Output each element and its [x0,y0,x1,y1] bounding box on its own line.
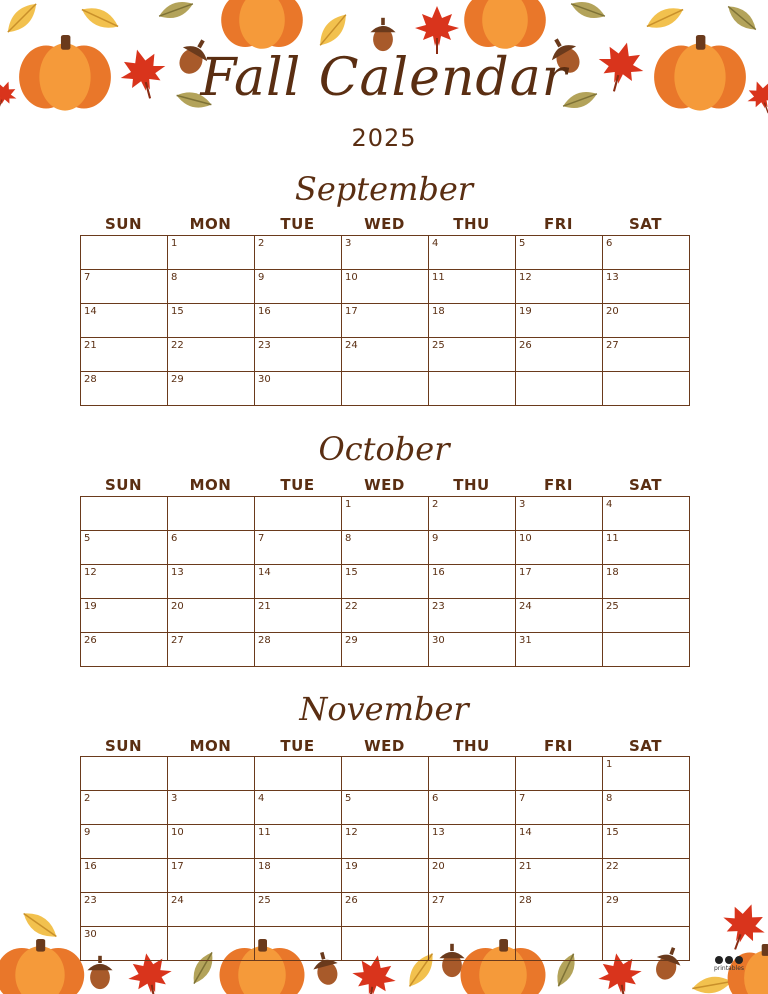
october-title: October [318,430,450,468]
weekday-label: MON [189,215,232,233]
day-cell: 6 [168,531,255,565]
week-row [81,633,690,667]
day-cell: 31 [516,633,603,667]
day-cell: 5 [516,236,603,270]
september-grid [80,235,690,406]
day-cell [168,927,255,961]
day-cell: 7 [516,791,603,825]
day-cell: 14 [255,565,342,599]
day-cell: 2 [255,236,342,270]
day-cell [81,236,168,270]
weekday-label: SAT [629,476,662,494]
day-cell: 7 [81,270,168,304]
day-cell [255,927,342,961]
day-cell [255,757,342,791]
day-cell: 8 [168,270,255,304]
weekday-label: TUE [280,215,315,233]
year-label: 2025 [351,124,417,152]
weekday-label: FRI [544,737,573,755]
day-cell: 3 [516,497,603,531]
week-row [81,859,690,893]
day-cell: 10 [516,531,603,565]
day-cell: 16 [255,304,342,338]
weekday-label: WED [364,737,405,755]
day-cell: 28 [81,372,168,406]
day-cell: 18 [255,859,342,893]
day-cell: 6 [429,791,516,825]
day-cell: 8 [603,791,690,825]
week-row [81,236,690,270]
day-cell: 20 [603,304,690,338]
day-cell: 27 [603,338,690,372]
week-row [81,791,690,825]
weekday-label: THU [453,476,490,494]
day-cell: 3 [168,791,255,825]
day-cell: 17 [516,565,603,599]
page-title: Fall Calendar [200,48,568,108]
day-cell: 9 [81,825,168,859]
day-cell: 1 [603,757,690,791]
day-cell: 24 [168,893,255,927]
weekday-label: FRI [544,215,573,233]
week-row [81,825,690,859]
week-row [81,757,690,791]
day-cell [603,372,690,406]
brand-logo-text: printables [713,965,745,972]
week-row [81,304,690,338]
day-cell: 27 [429,893,516,927]
day-cell: 28 [516,893,603,927]
brand-logo [709,955,749,975]
brand-logo-icon [714,955,744,965]
day-cell [342,372,429,406]
day-cell [168,497,255,531]
weekday-label: TUE [280,737,315,755]
weekday-label: THU [453,215,490,233]
october-weekday-header [80,476,689,494]
weekday-label: THU [453,737,490,755]
day-cell: 16 [81,859,168,893]
day-cell: 22 [603,859,690,893]
day-cell: 29 [168,372,255,406]
weekday-label: SUN [104,476,143,494]
week-row [81,497,690,531]
day-cell: 10 [168,825,255,859]
day-cell: 21 [516,859,603,893]
day-cell: 1 [342,497,429,531]
week-row [81,270,690,304]
day-cell: 6 [603,236,690,270]
day-cell: 12 [81,565,168,599]
day-cell: 14 [516,825,603,859]
weekday-label: WED [364,476,405,494]
day-cell: 21 [255,599,342,633]
day-cell: 11 [603,531,690,565]
day-cell: 26 [81,633,168,667]
day-cell: 19 [342,859,429,893]
week-row [81,338,690,372]
day-cell: 29 [603,893,690,927]
day-cell: 20 [168,599,255,633]
weekday-label: MON [189,737,232,755]
day-cell: 2 [429,497,516,531]
day-cell [255,497,342,531]
weekday-label: FRI [544,476,573,494]
day-cell: 7 [255,531,342,565]
week-row [81,927,690,961]
week-row [81,893,690,927]
day-cell: 17 [168,859,255,893]
day-cell: 30 [429,633,516,667]
day-cell: 16 [429,565,516,599]
day-cell: 19 [516,304,603,338]
day-cell: 4 [429,236,516,270]
week-row [81,565,690,599]
day-cell [81,757,168,791]
day-cell: 9 [429,531,516,565]
day-cell: 26 [342,893,429,927]
day-cell: 27 [168,633,255,667]
day-cell: 17 [342,304,429,338]
weekday-label: WED [364,215,405,233]
day-cell: 3 [342,236,429,270]
day-cell: 15 [342,565,429,599]
day-cell: 18 [429,304,516,338]
day-cell: 21 [81,338,168,372]
september-title: September [294,170,474,208]
day-cell: 30 [255,372,342,406]
day-cell: 9 [255,270,342,304]
week-row [81,599,690,633]
weekday-label: MON [189,476,232,494]
november-grid [80,756,690,961]
day-cell [516,927,603,961]
day-cell [429,927,516,961]
day-cell: 25 [429,338,516,372]
day-cell: 18 [603,565,690,599]
day-cell: 15 [168,304,255,338]
day-cell: 14 [81,304,168,338]
weekday-label: SUN [104,737,143,755]
day-cell: 25 [255,893,342,927]
day-cell [516,757,603,791]
weekday-label: SAT [629,737,662,755]
day-cell: 13 [168,565,255,599]
day-cell: 30 [81,927,168,961]
day-cell: 1 [168,236,255,270]
day-cell: 5 [81,531,168,565]
november-weekday-header [80,737,689,755]
day-cell: 13 [603,270,690,304]
day-cell: 10 [342,270,429,304]
day-cell: 11 [255,825,342,859]
day-cell [429,372,516,406]
day-cell: 29 [342,633,429,667]
week-row [81,372,690,406]
day-cell [81,497,168,531]
day-cell [342,757,429,791]
day-cell: 12 [516,270,603,304]
day-cell: 11 [429,270,516,304]
day-cell: 23 [81,893,168,927]
weekday-label: SAT [629,215,662,233]
day-cell: 5 [342,791,429,825]
september-weekday-header [80,215,689,233]
day-cell: 22 [342,599,429,633]
day-cell: 2 [81,791,168,825]
day-cell: 20 [429,859,516,893]
day-cell: 4 [255,791,342,825]
day-cell: 24 [342,338,429,372]
day-cell: 12 [342,825,429,859]
day-cell: 22 [168,338,255,372]
weekday-label: SUN [104,215,143,233]
day-cell: 15 [603,825,690,859]
day-cell [516,372,603,406]
day-cell [342,927,429,961]
day-cell: 23 [255,338,342,372]
day-cell: 19 [81,599,168,633]
day-cell: 8 [342,531,429,565]
day-cell [603,633,690,667]
day-cell: 26 [516,338,603,372]
day-cell [168,757,255,791]
october-grid [80,496,690,667]
day-cell: 25 [603,599,690,633]
day-cell: 13 [429,825,516,859]
weekday-label: TUE [280,476,315,494]
week-row [81,531,690,565]
day-cell: 23 [429,599,516,633]
november-title: November [299,690,469,728]
day-cell: 4 [603,497,690,531]
day-cell [429,757,516,791]
day-cell: 24 [516,599,603,633]
day-cell: 28 [255,633,342,667]
day-cell [603,927,690,961]
